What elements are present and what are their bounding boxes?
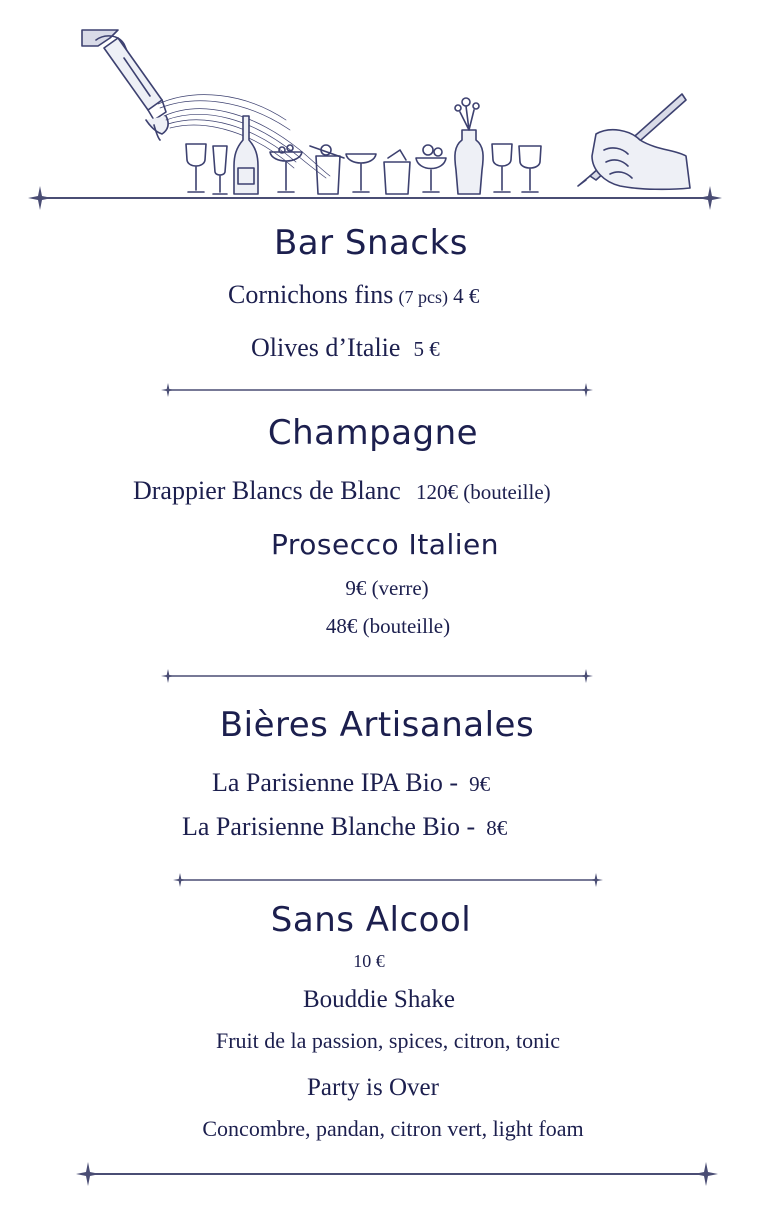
coupe-glass-icon — [416, 145, 446, 192]
menu-item — [182, 812, 507, 842]
section-title-bieres: Bières Artisanales — [219, 705, 535, 745]
coupe-glass-icon — [346, 154, 376, 192]
menu-item — [228, 280, 479, 310]
menu-item — [212, 768, 490, 798]
item-name: Olives d’Italie — [251, 333, 401, 362]
item-note: (7 pcs) — [398, 287, 448, 307]
price-glass: 9€ (verre) — [345, 576, 429, 600]
item-price: 8€ — [486, 816, 508, 840]
menu-item — [251, 333, 440, 363]
wine-glass-icon — [186, 144, 206, 192]
item-name: Drappier Blancs de Blanc — [133, 476, 401, 505]
cocktail-glass-icon — [270, 145, 302, 192]
drink-name: Bouddie Shake — [302, 986, 456, 1013]
wine-glass-icon — [519, 146, 541, 192]
wine-glass-icon — [492, 144, 512, 192]
writing-hand-pen-icon — [578, 94, 690, 189]
menu-item — [133, 476, 551, 506]
item-name: La Parisienne Blanche Bio - — [182, 812, 476, 841]
subsection-title-prosecco: Prosecco Italien — [271, 528, 499, 561]
tumbler-glass-icon — [384, 150, 410, 194]
section-price: 10 € — [353, 951, 385, 971]
item-name: La Parisienne IPA Bio - — [212, 768, 459, 797]
flute-glass-icon — [213, 146, 227, 194]
header-rule — [28, 186, 722, 210]
item-price: 4 € — [453, 284, 480, 308]
item-price: 9€ — [469, 772, 491, 796]
section-title-bar-snacks: Bar Snacks — [273, 223, 468, 263]
drink-description: Concombre, pandan, citron vert, light foam — [202, 1116, 584, 1141]
header-illustration — [0, 0, 782, 215]
price-bottle: 48€ (bouteille) — [325, 614, 451, 638]
item-price: 120€ (bouteille) — [415, 480, 551, 504]
drink-name: Party is Over — [307, 1074, 439, 1101]
item-price: 5 € — [413, 337, 440, 361]
item-name: Cornichons fins — [228, 280, 394, 309]
section-title-sans-alcool: Sans Alcool — [270, 900, 472, 940]
drink-description: Fruit de la passion, spices, citron, tonic — [216, 1028, 560, 1053]
vase-icon — [455, 98, 483, 194]
section-title-champagne: Champagne — [267, 413, 479, 453]
